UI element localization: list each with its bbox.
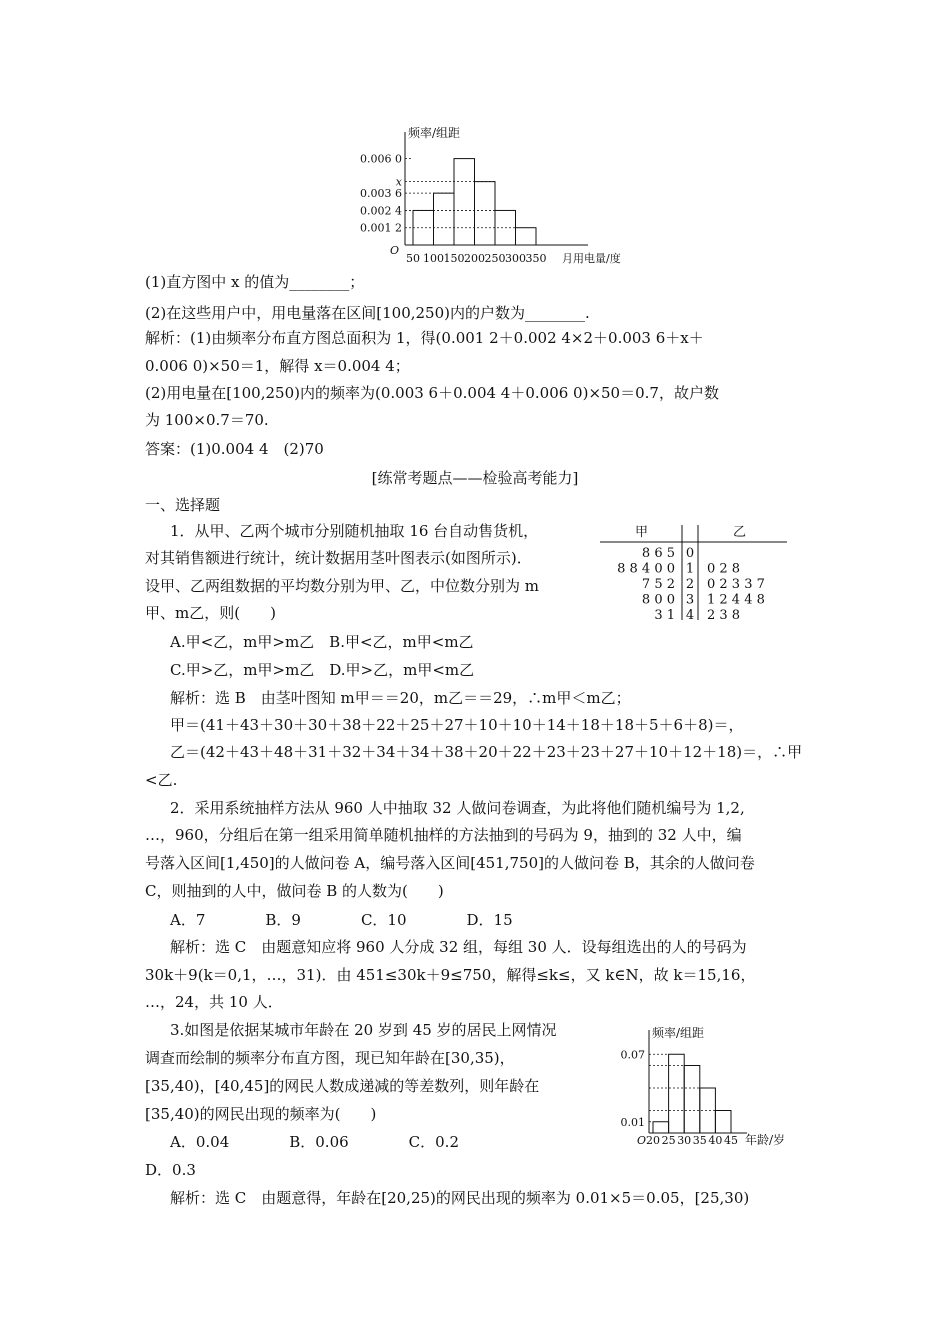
hist2-ytick: 0.07: [620, 1048, 645, 1062]
problem2-options: A．7 B．9 C．10 D．15: [170, 911, 513, 929]
solution-2a: (2)用电量在[100,250)内的频率为(0.003 6＋0.004 4＋0.006 0)×50＝0.7，故户数: [145, 384, 719, 402]
hist2-ylabel: 频率/组距: [652, 1026, 705, 1040]
stemleaf-stem: 3: [685, 592, 695, 608]
stemleaf-right-leaves: 0 2 3 3 7: [707, 577, 765, 592]
stemleaf-stem: 4: [685, 608, 695, 623]
problem1-line-a: 1．从甲、乙两个城市分别随机抽取 16 台自动售货机，: [170, 522, 539, 540]
hist1-ytick: 0.001 2: [360, 221, 402, 235]
hist1-xtick: 200: [464, 252, 485, 265]
histogram-electricity: [350, 120, 650, 265]
stemleaf-left-leaves: 8 8 4 0 0: [617, 561, 675, 577]
stemleaf-right-leaves: 2 3 8: [707, 608, 741, 623]
hist2-xtick: 45: [724, 1134, 738, 1147]
solution-1a: 解析：(1)由频率分布直方图总面积为 1，得(0.001 2＋0.002 4×2＋0.003 6＋x＋: [145, 329, 704, 347]
hist1-ytick: 0.006 0: [360, 152, 402, 166]
problem3-options: A．0.04 B．0.06 C．0.2: [170, 1133, 459, 1151]
hist2-xtick: 25: [661, 1134, 676, 1147]
stem-leaf-plot: [595, 520, 795, 625]
hist2-xtick: 35: [692, 1134, 707, 1147]
hist1-xlabel: 月用电量/度: [562, 252, 621, 265]
stemleaf-rows: [617, 546, 765, 623]
stemleaf-stem: 2: [685, 577, 695, 592]
stemleaf-left-leaves: 3 1: [654, 608, 675, 623]
hist2-origin: O: [637, 1134, 647, 1147]
hist2-bar: [715, 1111, 731, 1134]
problem2-line-c: 号落入区间[1,450]的人做问卷 A，编号落入区间[451,750]的人做问卷 B，其余的人做问卷: [145, 854, 755, 872]
hist2-ytick: 0.01: [620, 1115, 645, 1129]
problem3-line-d: [35,40)的网民出现的频率为( ): [145, 1105, 377, 1123]
hist1-ytick: 0.003 6: [360, 187, 402, 201]
hist2-bar: [669, 1054, 685, 1133]
problem1-line-b: 对其销售额进行统计，统计数据用茎叶图表示(如图所示)．: [145, 549, 532, 567]
question-1: (1)直方图中 x 的值为________；: [145, 273, 365, 291]
section-title: [练常考题点——检验高考能力]: [371, 469, 579, 487]
histogram-age: [615, 1020, 815, 1155]
stemleaf-left-leaves: 8 6 5: [641, 546, 675, 561]
hist1-bar: [516, 228, 537, 245]
hist1-guides: [405, 159, 516, 228]
solution-1b: 0.006 0)×50＝1，解得 x＝0.004 4；: [145, 357, 410, 375]
problem2-solution-2: 30k＋9(k＝0,1，…，31)．由 451≤30k＋9≤750，解得≤k≤，又 k∈N，故 k＝15,16，: [145, 966, 756, 984]
hist1-xticks: [406, 252, 547, 265]
hist2-bar: [653, 1122, 669, 1133]
hist1-xtick: 50: [406, 252, 420, 265]
hist1-bar: [454, 159, 475, 245]
answer-line: 答案：(1)0.004 4 (2)70: [145, 440, 324, 458]
problem3-solution-1: 解析：选 C 由题意得，年龄在[20,25)的网民出现的频率为 0.01×5＝0.05，[25,30): [170, 1189, 750, 1207]
hist1-ylabel: 频率/组距: [408, 126, 461, 140]
hist2-xtick: 30: [677, 1134, 692, 1147]
hist2-xtick: 20: [646, 1134, 660, 1147]
hist1-xtick: 250: [484, 252, 506, 265]
problem2-line-d: C，则抽到的人中，做问卷 B 的人数为( ): [145, 882, 444, 900]
stemleaf-head-left: 甲: [635, 525, 649, 540]
question-2: (2)在这些用户中，用电量落在区间[100,250)内的户数为________.: [145, 304, 590, 322]
problem1-options-2: C.甲>乙，m甲>m乙 D.甲>乙，m甲<m乙: [170, 661, 475, 679]
stemleaf-right-leaves: 0 2 8: [707, 561, 741, 577]
hist1-bar: [434, 193, 455, 245]
hist1-xtick: 150: [443, 252, 465, 265]
problem1-solution-2: 甲＝(41＋43＋30＋30＋38＋22＋25＋27＋10＋10＋14＋18＋18＋5＋6＋8)＝，: [170, 716, 744, 734]
stemleaf-left-leaves: 7 5 2: [641, 577, 675, 592]
problem3-line-c: [35,40)，[40,45]的网民人数成递减的等差数列，则年龄在: [145, 1077, 540, 1095]
problem1-line-d: 甲、m乙，则( ): [145, 604, 276, 622]
stemleaf-head-right: 乙: [733, 525, 747, 540]
hist1-xtick: 100: [423, 252, 444, 265]
hist2-xtick: 40: [708, 1134, 723, 1147]
problem2-line-a: 2．采用系统抽样方法从 960 人中抽取 32 人做问卷调查，为此将他们随机编号为 1,2,: [170, 799, 745, 817]
problem2-line-b: …，960，分组后在第一组采用简单随机抽样的方法抽到的号码为 9，抽到的 32 人中，编: [145, 826, 742, 844]
stemleaf-stem: 1: [685, 561, 695, 577]
problem2-solution-1: 解析：选 C 由题意知应将 960 人分成 32 组，每组 30 人．设每组选出的人的号码为: [170, 938, 747, 956]
stemleaf-left-leaves: 8 0 0: [641, 592, 675, 608]
problem1-solution-1: 解析：选 B 由茎叶图知 m甲＝＝20，m乙＝＝29，∴m甲＜m乙；: [170, 689, 631, 707]
part-heading: 一、选择题: [145, 496, 221, 514]
problem3-option-d: D．0.3: [145, 1161, 196, 1179]
hist1-yticks: [360, 153, 403, 235]
hist2-bar: [684, 1066, 700, 1134]
problem3-line-a: 3.如图是依据某城市年龄在 20 岁到 45 岁的居民上网情况: [170, 1021, 557, 1039]
problem3-line-b: 调查而绘制的频率分布直方图，现已知年龄在[30,35)，: [145, 1049, 515, 1067]
hist1-origin: O: [390, 244, 400, 257]
hist2-yticks: [621, 1048, 646, 1129]
problem1-options-1: A.甲<乙，m甲>m乙 B.甲<乙，m甲<m乙: [170, 633, 474, 651]
hist2-bars: [653, 1054, 731, 1133]
solution-2b: 为 100×0.7＝70.: [145, 411, 269, 429]
hist1-xtick: 350: [525, 252, 547, 265]
hist1-bar: [475, 182, 496, 245]
hist1-ytick: 0.002 4: [360, 204, 402, 218]
stemleaf-stem: 0: [685, 546, 695, 561]
problem1-solution-3: 乙＝(42＋43＋48＋31＋32＋34＋34＋38＋20＋22＋23＋23＋27＋10＋12＋18)＝，∴甲: [170, 743, 803, 761]
hist2-xlabel: 年龄/岁: [745, 1133, 786, 1147]
hist2-xticks: [646, 1134, 738, 1147]
hist1-xtick: 300: [505, 252, 526, 265]
problem2-solution-3: …，24，共 10 人．: [145, 993, 283, 1011]
stemleaf-right-leaves: 1 2 4 4 8: [707, 592, 765, 608]
problem1-line-c: 设甲、乙两组数据的平均数分别为甲、乙，中位数分别为 m: [145, 577, 539, 595]
problem1-solution-4: <乙.: [145, 771, 178, 789]
hist1-bars: [413, 159, 536, 245]
hist1-ytick: x: [395, 175, 402, 189]
